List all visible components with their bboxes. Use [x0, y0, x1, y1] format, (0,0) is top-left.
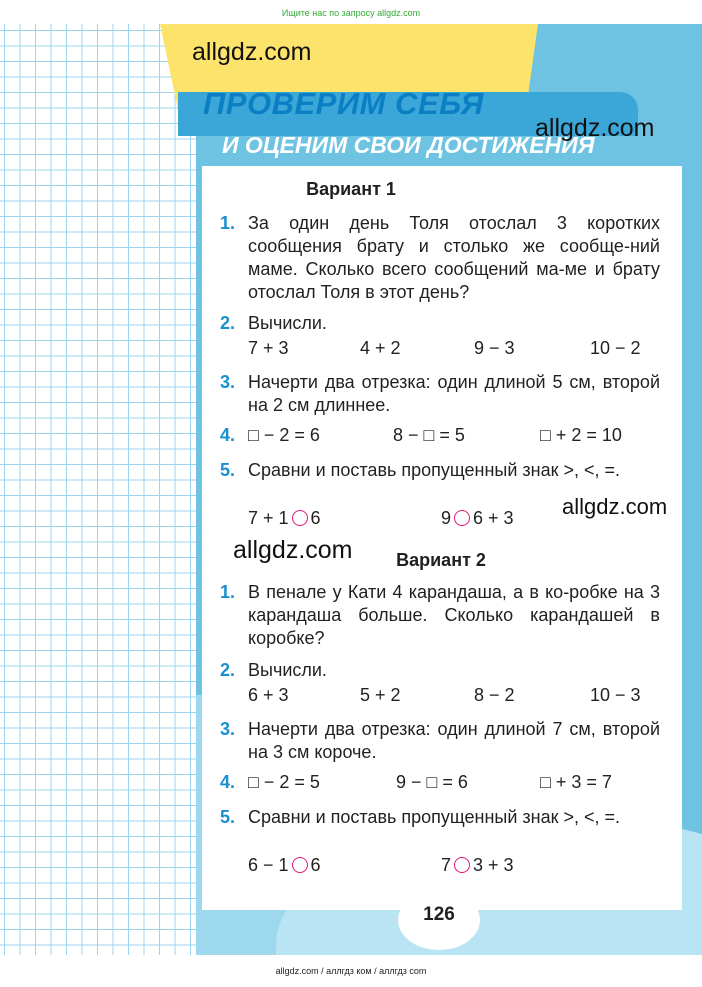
- page-subtitle: И ОЦЕНИМ СВОИ ДОСТИЖЕНИЯ: [222, 132, 595, 158]
- answer-circle[interactable]: [292, 857, 308, 873]
- variant-2-task-1: [220, 581, 660, 650]
- comparison: [248, 507, 321, 530]
- grid-paper-panel: [0, 24, 196, 955]
- expression: 9 − 3: [474, 338, 515, 358]
- page-number: 126: [423, 904, 455, 925]
- task-number: 5.: [220, 460, 236, 480]
- answer-circle[interactable]: [454, 857, 470, 873]
- expression: 10 − 2: [590, 338, 641, 358]
- comparison-left: 7: [441, 855, 452, 875]
- task-number: 3.: [220, 719, 236, 739]
- variant-2-task-2: [220, 659, 660, 682]
- variant-1-heading: Вариант 1: [306, 179, 396, 199]
- comparison-right: 6: [310, 855, 321, 875]
- watermark: allgdz.com: [562, 494, 668, 519]
- variant-1-task-3: [220, 371, 660, 417]
- comparison: [441, 507, 514, 530]
- task-text: Начерти два отрезка: один длиной 5 см, второй на 2 см длиннее.: [248, 372, 660, 415]
- task-number: 2.: [220, 660, 236, 680]
- task-text: Вычисли.: [248, 313, 327, 333]
- equation: □ + 3 = 7: [540, 772, 612, 792]
- expression: 4 + 2: [360, 338, 401, 358]
- variant-2-task-3: [220, 718, 660, 764]
- expression: 8 − 2: [474, 685, 515, 705]
- watermark: allgdz.com: [233, 536, 353, 564]
- expression: 6 + 3: [248, 685, 289, 705]
- comparison-left: 9: [441, 508, 452, 528]
- comparison-right: 6 + 3: [473, 508, 514, 528]
- variant-1-task-1: [220, 212, 660, 304]
- task-number: 4.: [220, 772, 236, 792]
- task-number: 2.: [220, 313, 236, 333]
- comparison-left: 7 + 1: [248, 508, 289, 528]
- task-text: Сравни и поставь пропущенный знак >, <, =.: [248, 807, 621, 827]
- answer-circle[interactable]: [454, 510, 470, 526]
- task-text: Вычисли.: [248, 660, 327, 680]
- comparison-right: 6: [310, 508, 321, 528]
- comparison-right: 3 + 3: [473, 855, 514, 875]
- task-number: 3.: [220, 372, 236, 392]
- equation: □ + 2 = 10: [540, 425, 622, 445]
- comparison: [441, 854, 514, 877]
- expression: 7 + 3: [248, 338, 289, 358]
- task-number: 4.: [220, 425, 236, 445]
- variant-1-task-5: [220, 459, 660, 482]
- task-number: 1.: [220, 213, 236, 233]
- variant-2-task-5: [220, 806, 660, 829]
- comparison: [248, 854, 321, 877]
- equation: 8 − □ = 5: [393, 425, 465, 445]
- task-text: В пенале у Кати 4 карандаша, а в ко-робке на 3 карандаша больше. Сколько карандашей в коробке?: [248, 582, 660, 648]
- variant-1-task-2: [220, 312, 660, 335]
- equation: □ − 2 = 5: [248, 772, 320, 792]
- watermark: allgdz.com: [535, 114, 655, 142]
- task-text: За один день Толя отослал 3 коротких сообщения брату и столько же сообще-ний маме. Сколько всего сообщений ма-ме и брату отослал Толя в этот день?: [248, 213, 660, 302]
- equation: 9 − □ = 6: [396, 772, 468, 792]
- footer-note: allgdz.com / аллгдз ком / аллгдз com: [275, 966, 427, 976]
- top-note: Ищите нас по запросу allgdz.com: [281, 8, 421, 18]
- variant-2-heading: Вариант 2: [396, 550, 486, 570]
- expression: 10 − 3: [590, 685, 641, 705]
- equation: □ − 2 = 6: [248, 425, 320, 445]
- expression: 5 + 2: [360, 685, 401, 705]
- task-number: 1.: [220, 582, 236, 602]
- watermark: allgdz.com: [192, 38, 312, 66]
- task-number: 5.: [220, 807, 236, 827]
- page-title: ПРОВЕРИМ СЕБЯ: [203, 86, 484, 121]
- task-text: Сравни и поставь пропущенный знак >, <, =.: [248, 460, 621, 480]
- comparison-left: 6 − 1: [248, 855, 289, 875]
- answer-circle[interactable]: [292, 510, 308, 526]
- task-text: Начерти два отрезка: один длиной 7 см, второй на 3 см короче.: [248, 719, 660, 762]
